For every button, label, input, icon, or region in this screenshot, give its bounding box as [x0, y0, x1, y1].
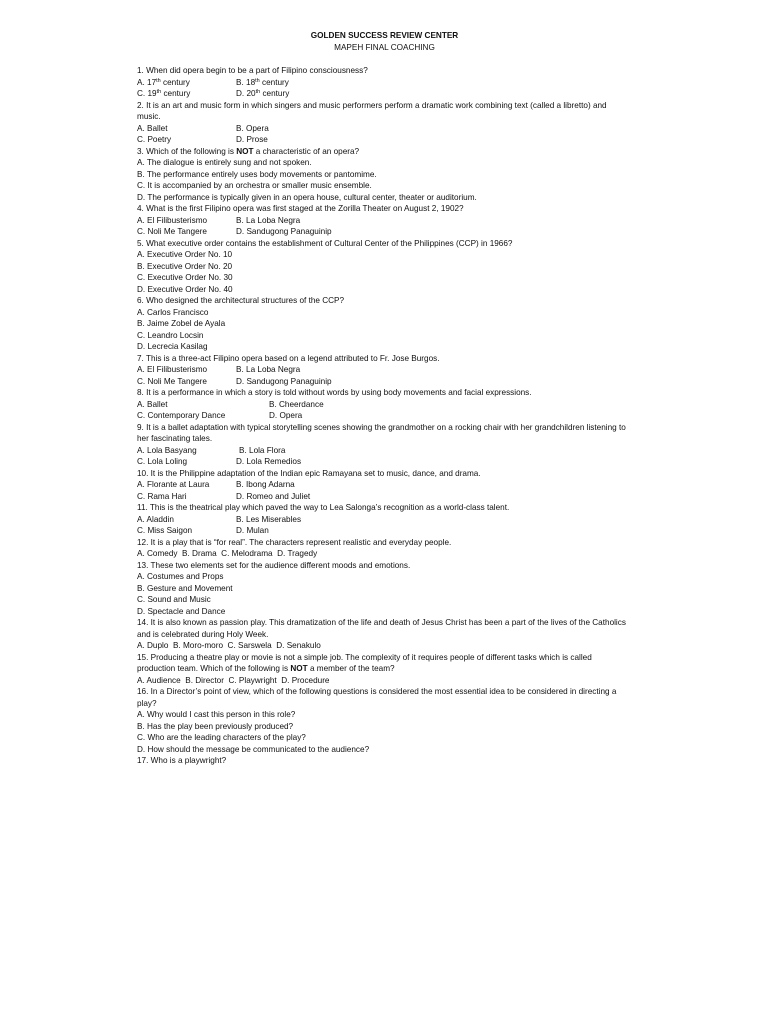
option-a: A. Aladdin — [137, 514, 174, 524]
option-d: D. Prose — [236, 135, 268, 144]
options-row — [137, 456, 632, 468]
question-14: 14. It is also known as passion play. This dramatization of the life and death of Jesus Christ has been a part of the lives of the Catholics and is celebrated during Holy Week. — [137, 618, 626, 639]
option-c: C. Rama Hari — [137, 491, 187, 501]
exam-subtitle: MAPEH FINAL COACHING — [334, 42, 435, 52]
question-3: 3. Which of the following is NOT a characteristic of an opera? — [137, 146, 360, 156]
option-c: C. 19th century — [137, 89, 191, 98]
question-12: 12. It is a play that is “for real”. The characters represent realistic and everyday people. — [137, 537, 452, 547]
question-list — [137, 65, 632, 767]
option-d: D. Sandugong Panaguinip — [236, 227, 332, 236]
option-d: D. Spectacle and Dance — [137, 606, 226, 616]
options-row — [137, 525, 632, 537]
option-d: D. The performance is typically given in an opera house, cultural center, theater or auditorium. — [137, 192, 477, 202]
question-9: 9. It is a ballet adaptation with typical storytelling scenes showing the grandmother on a rocking chair with her grandchildren listening to her fascinating tales. — [137, 422, 626, 443]
options-row — [137, 88, 632, 100]
option-b: B. Executive Order No. 20 — [137, 261, 233, 271]
option-b: B. Cheerdance — [269, 399, 324, 409]
option-d: D. Executive Order No. 40 — [137, 284, 233, 294]
question-17: 17. Who is a playwright? — [137, 756, 227, 765]
question-11: 11. This is the theatrical play which paved the way to Lea Salonga’s recognition as a world-class talent. — [137, 503, 510, 512]
options-row — [137, 376, 632, 388]
options-row — [137, 364, 632, 376]
option-a: A. El Filibusterismo — [137, 365, 208, 374]
option-b: B. Jaime Zobel de Ayala — [137, 319, 226, 328]
question-1: 1. When did opera begin to be a part of Filipino consciousness? — [137, 66, 368, 75]
option-c: C. Noli Me Tangere — [137, 376, 207, 386]
options-row — [137, 77, 632, 89]
options-row: A. Audience B. Director C. Playwright D. Procedure — [137, 675, 330, 685]
option-a: A. Costumes and Props — [137, 572, 224, 581]
question-6: 6. Who designed the architectural structures of the CCP? — [137, 296, 345, 305]
options-row — [137, 134, 632, 146]
option-b: B. The performance entirely uses body movements or pantomime. — [137, 169, 377, 179]
option-c: C. Lola Loling — [137, 457, 188, 466]
option-c: C. Noli Me Tangere — [137, 227, 207, 236]
options-row — [137, 215, 632, 227]
option-b: B. Les Miserables — [236, 514, 302, 524]
option-b: B. Gesture and Movement — [137, 583, 233, 593]
option-a: A. Lola Basyang — [137, 445, 197, 455]
option-b: B. La Loba Negra — [236, 365, 301, 374]
document-page — [137, 30, 632, 767]
question-16: 16. In a Director’s point of view, which of the following questions is considered the most essential idea to be considered in directing a play? — [137, 687, 617, 708]
option-a: A. Ballet — [137, 399, 168, 409]
option-d: D. How should the message be communicated to the audience? — [137, 744, 370, 754]
question-4: 4. What is the first Filipino opera was first staged at the Zorilla Theater on August 2, 1902? — [137, 204, 464, 213]
option-b: B. Opera — [236, 123, 269, 133]
option-c: C. Sound and Music — [137, 595, 211, 604]
option-a: A. El Filibusterismo — [137, 215, 208, 225]
option-b: B. 18th century — [236, 77, 289, 87]
option-c: C. Who are the leading characters of the play? — [137, 733, 306, 742]
option-c: C. Poetry — [137, 135, 172, 144]
option-a: A. 17th century — [137, 77, 190, 87]
option-d: D. 20th century — [236, 89, 290, 98]
option-a: A. The dialogue is entirely sung and not spoken. — [137, 158, 312, 167]
option-c: C. Contemporary Dance — [137, 411, 226, 420]
option-a: A. Florante at Laura — [137, 480, 210, 489]
options-row — [137, 479, 632, 491]
question-7: 7. This is a three-act Filipino opera based on a legend attributed to Fr. Jose Burgos. — [137, 353, 440, 363]
option-c: C. Miss Saigon — [137, 526, 193, 535]
question-10: 10. It is the Philippine adaptation of the Indian epic Ramayana set to music, dance, and drama. — [137, 468, 481, 478]
option-a: A. Ballet — [137, 123, 168, 133]
options-row — [137, 410, 632, 422]
options-row — [137, 514, 632, 526]
question-15: 15. Producing a theatre play or movie is not a simple job. The complexity of it requires people of different tasks which is called production team. Which of the following is NOT a member of the team? — [137, 652, 592, 673]
option-d: D. Romeo and Juliet — [236, 491, 311, 501]
option-c: C. Leandro Locsin — [137, 330, 204, 340]
options-row — [137, 123, 632, 135]
options-row: A. Duplo B. Moro-moro C. Sarswela D. Senakulo — [137, 641, 321, 650]
option-d: D. Sandugong Panaguinip — [236, 376, 332, 386]
question-5: 5. What executive order contains the establishment of Cultural Center of the Philippines (CCP) in 1966? — [137, 238, 513, 248]
option-a: A. Carlos Francisco — [137, 307, 209, 317]
option-a: A. Executive Order No. 10 — [137, 250, 233, 259]
emphasis-not: NOT — [236, 146, 254, 156]
option-d: D. Lola Remedios — [236, 457, 302, 466]
option-d: D. Opera — [269, 411, 303, 420]
question-13: 13. These two elements set for the audience different moods and emotions. — [137, 560, 411, 570]
option-c: C. It is accompanied by an orchestra or smaller music ensemble. — [137, 181, 372, 190]
option-b: B. Lola Flora — [239, 445, 286, 455]
center-title: GOLDEN SUCCESS REVIEW CENTER — [310, 31, 459, 40]
option-a: A. Why would I cast this person in this role? — [137, 710, 296, 719]
options-row — [137, 491, 632, 503]
options-row — [137, 399, 632, 411]
option-b: B. La Loba Negra — [236, 215, 301, 225]
options-row: A. Comedy B. Drama C. Melodrama D. Tragedy — [137, 549, 318, 558]
question-8: 8. It is a performance in which a story is told without words by using body movements and facial expressions. — [137, 388, 532, 397]
option-b: B. Has the play been previously produced? — [137, 721, 294, 731]
option-c: C. Executive Order No. 30 — [137, 273, 233, 282]
option-d: D. Mulan — [236, 526, 269, 535]
options-row — [137, 445, 632, 457]
emphasis-not: NOT — [290, 664, 308, 673]
option-b: B. Ibong Adarna — [236, 480, 295, 489]
options-row — [137, 226, 632, 238]
question-2: 2. It is an art and music form in which singers and music performers perform a dramatic work combining text (called a libretto) and music. — [137, 100, 607, 121]
option-d: D. Lecrecia Kasilag — [137, 342, 208, 351]
